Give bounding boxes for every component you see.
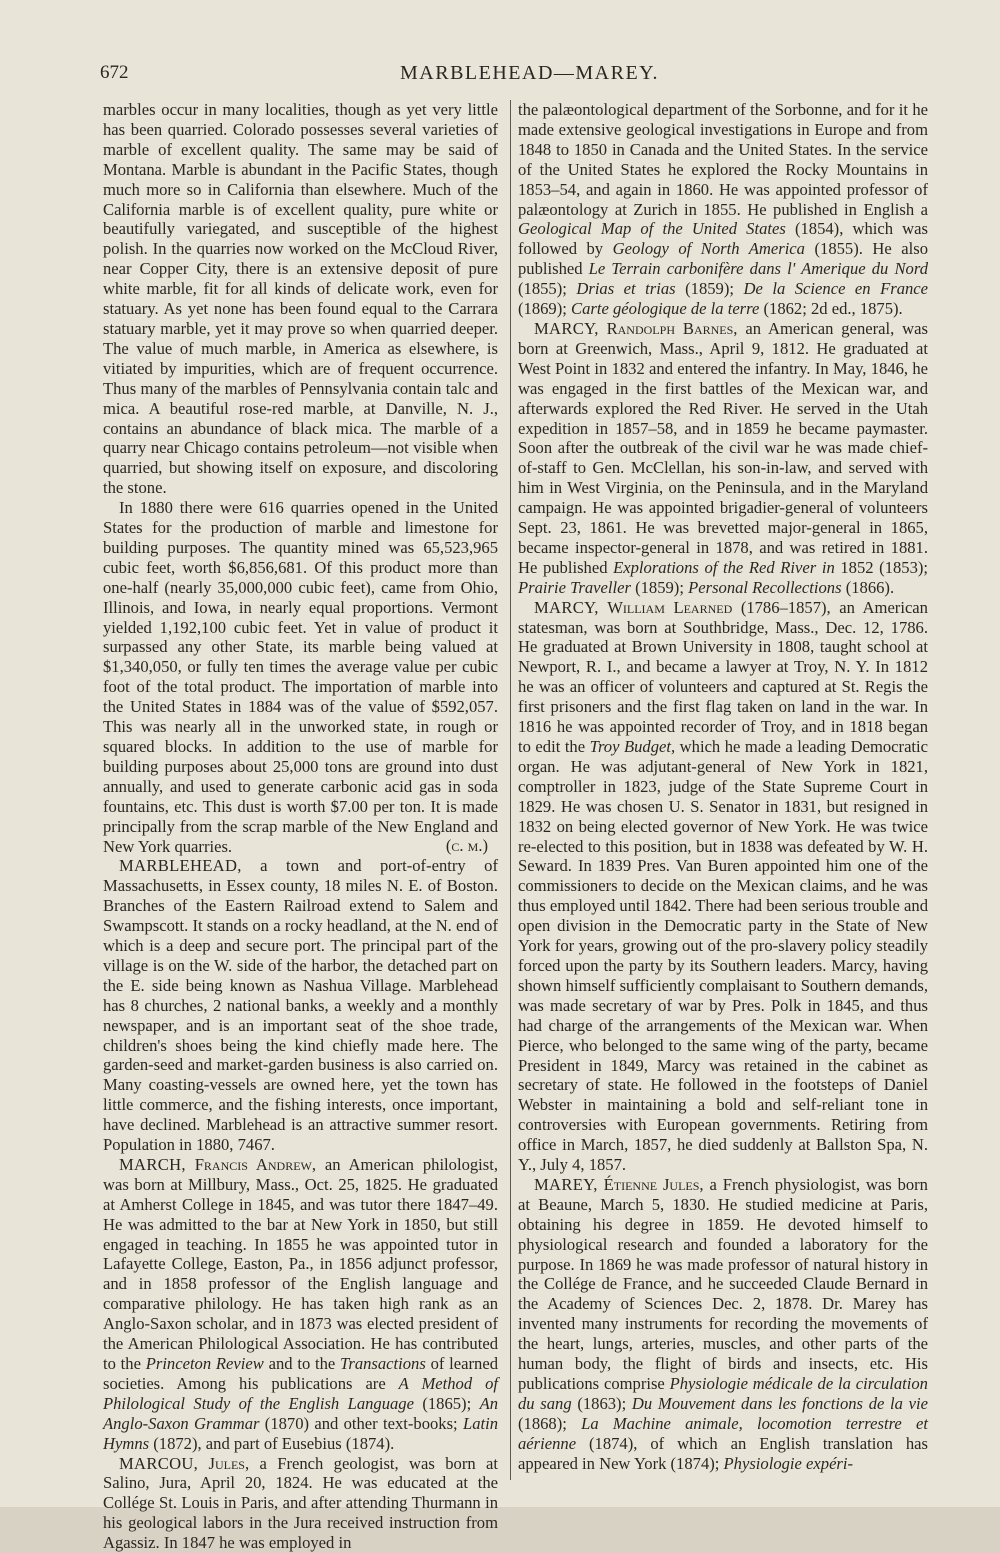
entry-text: (1874), of which an English translation has appeared in New York (1874);: [518, 1433, 928, 1473]
entry-title-italic: Le Terrain carbonifère dans l' Amerique du Nord: [588, 259, 928, 279]
entry-title-italic: Du Mouvement dans les fonctions de la vie: [631, 1393, 928, 1413]
entry-given-names: Francis Andrew,: [194, 1154, 317, 1174]
paragraph-marble-statistics: [103, 498, 498, 856]
entry-text: a town and port-of-entry of Massachusetts, in Essex county, 18 miles N. E. of Boston. Branches of the Eastern Railroad extend to Salem and Swampscott. It stands on a rocky headland, at the N. end of which is a deep and secure port. The principal part of the village is on the W. side of the harbor, the detached part on the E. side being known as Nashua Village. Marblehead has 8 churches, 2 national banks, a weekly and a monthly newspaper, and is an important seat of the shoe trade, children's shoes being the kind chiefly made here. The garden-seed and market-garden business is also carried on. Many coasting-vessels are owned here, yet the town has little commerce, and the fishing interests, once important, have declined. Marblehead is an attractive summer resort. Population in 1880, 7467.: [103, 856, 498, 1155]
entry-text: (1859);: [635, 577, 684, 597]
entry-title-italic: Geology of North America: [612, 239, 805, 259]
entry-text: (1866).: [845, 577, 895, 597]
entry-headword: MARCY,: [534, 597, 599, 617]
entry-title-italic: Drias et trias: [576, 279, 676, 299]
entry-title-italic: La Machine animale, locomotion terrestre et aérienne: [518, 1413, 928, 1453]
column-divider: [510, 100, 511, 1480]
entry-headword: MARCOU,: [119, 1453, 199, 1473]
entry-text: and to the: [268, 1354, 336, 1373]
entry-headword: MARBLEHEAD,: [119, 856, 242, 876]
entry-marcy-william: [518, 598, 928, 1175]
entry-text: an American philologist, was born at Millbury, Mass., Oct. 25, 1825. He graduated at Amherst College in 1845, and was tutor there 1847–49. He was admitted to the bar at New York in 1850, but still engaged in teaching. In 1855 he was appointed tutor in Lafayette College, Easton, Pa., in 1856 adjunct professor, and in 1858 professor of the English language and comparative philology. He has taken high rank as an Anglo-Saxon scholar, and in 1873 was elected president of the American Philological Association. He has contributed to the: [103, 1154, 498, 1373]
entry-title-italic: Carte géologique de la terre: [571, 299, 760, 319]
entry-title-italic: Troy Budget,: [589, 737, 676, 756]
entry-title-italic: Explorations of the Red River in: [613, 557, 835, 577]
entry-given-names: Étienne Jules,: [603, 1174, 704, 1194]
entry-given-names: William Learned: [607, 597, 733, 617]
entry-title-italic: A Method of Philological Study of the English Language: [103, 1373, 498, 1413]
entry-given-names: Randolph Barnes,: [606, 318, 738, 338]
entry-text: (1786–1857), an American statesman, was born at Southbridge, Mass., Dec. 12, 1786. He graduated at Brown University in 1808, taught school at Newport, R. I., and became a lawyer at Troy, N. Y. In 1812 he was an officer of volunteers and captured at St. Regis the first prisoners and the first flag taken on land in the war. In 1816 he was appointed recorder of Troy, and in 1818 began to edit the: [518, 597, 928, 756]
entry-text: (1870) and other text-books;: [264, 1413, 458, 1433]
entry-title-italic: Physiologie médicale de la circulation du sang: [518, 1374, 928, 1413]
entry-text: (1869);: [518, 299, 567, 319]
entry-text: (1862; 2d ed., 1875).: [763, 299, 903, 319]
entry-headword: MARCY,: [534, 318, 599, 338]
entry-text: (1855);: [518, 279, 567, 299]
entry-text: an American general, was born at Greenwich, Mass., April 9, 1812. He graduated at West Point in 1832 and entered the infantry. In May, 1846, he was engaged in the first battles of the Mexican war, and afterwards explored the Red River. He served in the Utah expedition in 1857–58, and in 1859 he became paymaster. Soon after the outbreak of the civil war he was made chief-of-staff to Gen. McClellan, his son-in-law, and served with him in West Virginia, on the Peninsula, and in the Maryland campaign. He was appointed brigadier-general of volunteers Sept. 23, 1861. He was brevetted major-general in 1865, became inspector-general in 1878, and was retired in 1881. He published: [518, 318, 928, 577]
running-head: MARBLEHEAD—MAREY.: [400, 62, 660, 84]
right-column: [518, 100, 928, 1474]
entry-given-names: Jules,: [208, 1453, 250, 1473]
entry-marcy-randolph: [518, 319, 928, 598]
entry-title-italic: Personal Recollections: [688, 577, 842, 597]
paragraph-text: In 1880 there were 616 quarries opened in the United States for the production of marble and limestone for building purposes. The quantity mined was 65,523,965 cubic feet, worth $6,856,681. Of this product more than one-half (nearly 35,000,000 cubic feet), came from Ohio, Illinois, and Iowa, in nearly equal proportions. Vermont yielded 1,192,100 cubic feet. Yet in value of product it surpassed any other State, its marble being valued at $1,340,050, or fully ten times the average value per cubic foot of the total product. The importation of marble into the United States in 1884 was of the value of $592,057. This was nearly all in the unworked state, in rough or squared blocks. In addition to the use of marble for building purposes about 25,000 tons are ground into dust annually, and used to generate carbonic acid gas in soda fountains, etc. This dust is worth $7.00 per ton. It is made principally from the scrap marble of the New England and New York quarries.: [103, 498, 498, 856]
entry-title-italic: Prairie Traveller: [518, 577, 631, 597]
entry-text: which he made a leading Democratic organ. He was adjutant-general of New York in 1821, comptroller in 1823, judge of the State Supreme Court in 1829. He was chosen U. S. Senator in 1831, but resigned in 1832 on being elected governor of New York. He was twice re-elected to this position, but in 1838 was defeated by W. H. Seward. In 1839 Pres. Van Buren appointed him one of the commissioners to decide on the Mexican claims, and he was thus employed until 1842. There had been serious trouble and open division in the Democratic party in the State of New York for years, growing out of the pro-slavery policy steadily forced upon the party by its Southern leaders. Marcy, having shown himself sufficiently complaisant to Southern demands, was made secretary of war by Pres. Polk in 1845, and thus had charge of the arrangements of the Mexican war. When Pierce, who belonged to the same wing of the party, became President in 1849, Marcy was retained in the cabinet as secretary of state. He followed in the footsteps of Daniel Webster in maintaining a bold and self-reliant tone in controversies with European governments. Retiring from office in March, 1857, he died suddenly at Ballston Spa, N. Y., July 4, 1857.: [518, 737, 929, 1175]
entry-marey: [518, 1175, 928, 1474]
paragraph-marble-continued: marbles occur in many localities, though as yet very little has been quarried. Colorado possesses several varieties of marble of excellent quality. The same may be said of Montana. Marble is abundant in the Pacific States, though much more so in California than elsewhere. Much of the California marble is of excellent quality, pure white or beautifully variegated, and susceptible of the highest polish. In the quarries now worked on the McCloud River, near Copper City, there is an extensive deposit of pure white marble, fit for all kinds of delicate work, even for statuary. As yet none has been found equal to the Carrara statuary marble, yet it may prove so when quarried deeper. The value of much marble, in America as elsewhere, is vitiated by impurities, which are of frequent occurrence. Thus many of the marbles of Pennsylvania contain talc and mica. A beautiful rose-red marble, at Danville, N. J., contains an abundance of black mica. The marble of a quarry near Chicago contains petroleum—not visible when quarried, but showing itself on exposure, and discoloring the stone.: [103, 100, 498, 498]
entry-headword: MAREY,: [534, 1174, 598, 1194]
page-number: 672: [100, 62, 129, 83]
entry-title-italic: Geological Map of the United States: [518, 219, 786, 239]
entry-title-italic: Princeton Review: [145, 1354, 264, 1373]
left-column: [103, 100, 498, 1553]
entry-title-italic: De la Science en France: [743, 279, 929, 299]
entry-text: (1854), which was followed by: [518, 219, 928, 259]
entry-headword: MARCH,: [119, 1154, 186, 1174]
entry-marcou-continued: [518, 100, 928, 319]
entry-march: [103, 1155, 498, 1454]
entry-text: (1855). He also published: [518, 239, 929, 279]
entry-text: 1852 (1853);: [840, 557, 929, 577]
entry-title-italic: Physiologie expéri-: [723, 1453, 854, 1473]
author-signature: (c. m.): [445, 836, 488, 856]
page-header: [100, 62, 960, 92]
entry-text: (1859);: [685, 279, 734, 299]
entry-text: (1863);: [577, 1393, 627, 1413]
entry-marcou: [103, 1454, 498, 1553]
entry-text: the palæontological department of the Sorbonne, and for it he made extensive geological investigations in Europe and from 1848 to 1850 in Canada and the United States. In the service of the United States he explored the Rocky Mountains in 1853–54, and again in 1860. He was appointed professor of palæontology at Zurich in 1855. He published in English a: [518, 100, 928, 219]
entry-text: (1868);: [518, 1413, 567, 1433]
entry-text: (1872), and part of Eusebius (1874).: [153, 1433, 395, 1453]
entry-title-italic: An Anglo-Saxon Grammar: [103, 1393, 499, 1433]
entry-text: of learned societies. Among his publications are: [103, 1354, 498, 1393]
entry-marblehead: [103, 856, 498, 1155]
entry-title-italic: Latin Hymns: [103, 1413, 499, 1453]
entry-title-italic: Transactions: [340, 1354, 426, 1373]
entry-text: a French physiologist, was born at Beaune, March 5, 1830. He studied medicine at Paris, obtaining his degree in 1859. He devoted himself to physiological research and founded a laboratory for the purpose. In 1869 he was made professor of natural history in the Collége de France, and he succeeded Claude Bernard in the Academy of Sciences Dec. 2, 1878. Dr. Marey has invented many instruments for recording the movements of the heart, lungs, arteries, muscles, and other parts of the human body, the flight of birds and insects, etc. His publications comprise: [518, 1174, 928, 1393]
entry-text: (1865);: [422, 1393, 472, 1413]
entry-text: a French geologist, was born at Salino, Jura, April 20, 1824. He was educated at the Collége St. Louis in Paris, and after attending Thurmann in his geological labors in the Jura received instruction from Agassiz. In 1847 he was employed in: [103, 1453, 499, 1553]
